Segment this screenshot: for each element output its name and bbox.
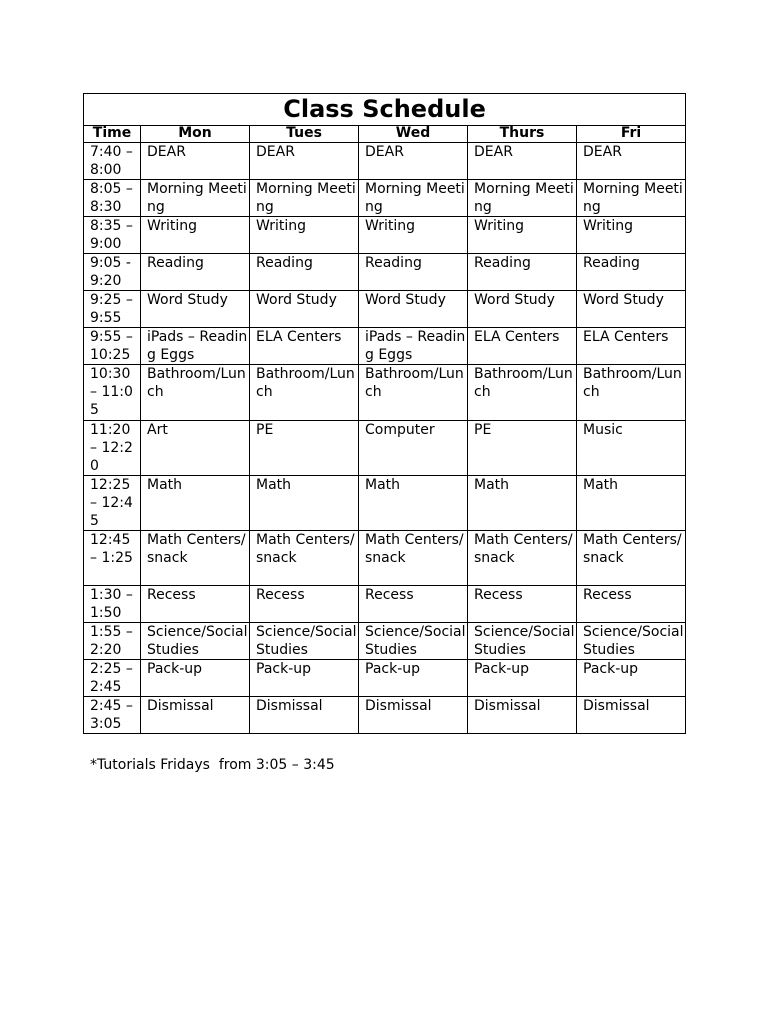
activity-cell-tues: Writing [250, 217, 359, 254]
header-row [84, 126, 686, 143]
schedule-row [84, 623, 686, 660]
activity-cell-mon: Recess [141, 586, 250, 623]
activity-cell-tues: Recess [250, 586, 359, 623]
schedule-row [84, 180, 686, 217]
activity-cell-fri: Bathroom/Lunch [577, 365, 686, 421]
schedule-title: Class Schedule [84, 94, 686, 126]
time-cell: 10:30 – 11:05 [84, 365, 141, 421]
activity-cell-wed: Writing [359, 217, 468, 254]
activity-cell-tues: Dismissal [250, 697, 359, 734]
activity-cell-fri: Writing [577, 217, 686, 254]
activity-cell-fri: Reading [577, 254, 686, 291]
activity-cell-fri: ELA Centers [577, 328, 686, 365]
header-fri: Fri [577, 126, 686, 143]
time-cell: 8:05 – 8:30 [84, 180, 141, 217]
schedule-row [84, 217, 686, 254]
activity-cell-mon: iPads – Reading Eggs [141, 328, 250, 365]
activity-cell-thurs: Morning Meeting [468, 180, 577, 217]
activity-cell-fri: Math Centers/snack [577, 531, 686, 586]
schedule-row [84, 660, 686, 697]
activity-cell-thurs: Science/Social Studies [468, 623, 577, 660]
time-cell: 9:25 – 9:55 [84, 291, 141, 328]
activity-cell-mon: Art [141, 421, 250, 476]
header-time: Time [84, 126, 141, 143]
header-thurs: Thurs [468, 126, 577, 143]
time-cell: 1:30 – 1:50 [84, 586, 141, 623]
activity-cell-mon: Pack-up [141, 660, 250, 697]
activity-cell-tues: Reading [250, 254, 359, 291]
activity-cell-wed: Computer [359, 421, 468, 476]
schedule-row [84, 586, 686, 623]
title-row [84, 94, 686, 126]
time-cell: 8:35 – 9:00 [84, 217, 141, 254]
activity-cell-mon: DEAR [141, 143, 250, 180]
activity-cell-wed: Bathroom/Lunch [359, 365, 468, 421]
activity-cell-mon: Reading [141, 254, 250, 291]
time-cell: 1:55 – 2:20 [84, 623, 141, 660]
activity-cell-fri: DEAR [577, 143, 686, 180]
activity-cell-tues: Pack-up [250, 660, 359, 697]
activity-cell-mon: Bathroom/Lunch [141, 365, 250, 421]
schedule-body [84, 143, 686, 734]
activity-cell-wed: iPads – Reading Eggs [359, 328, 468, 365]
activity-cell-fri: Dismissal [577, 697, 686, 734]
activity-cell-tues: Math Centers/snack [250, 531, 359, 586]
activity-cell-fri: Math [577, 476, 686, 531]
activity-cell-thurs: Bathroom/Lunch [468, 365, 577, 421]
activity-cell-wed: Math [359, 476, 468, 531]
activity-cell-thurs: DEAR [468, 143, 577, 180]
activity-cell-wed: Morning Meeting [359, 180, 468, 217]
time-cell: 12:45 – 1:25 [84, 531, 141, 586]
activity-cell-tues: PE [250, 421, 359, 476]
header-tues: Tues [250, 126, 359, 143]
activity-cell-wed: Word Study [359, 291, 468, 328]
activity-cell-tues: Science/Social Studies [250, 623, 359, 660]
activity-cell-tues: DEAR [250, 143, 359, 180]
activity-cell-tues: Word Study [250, 291, 359, 328]
activity-cell-mon: Math [141, 476, 250, 531]
activity-cell-mon: Word Study [141, 291, 250, 328]
time-cell: 2:25 – 2:45 [84, 660, 141, 697]
activity-cell-mon: Science/Social Studies [141, 623, 250, 660]
activity-cell-tues: ELA Centers [250, 328, 359, 365]
schedule-row [84, 328, 686, 365]
activity-cell-thurs: Dismissal [468, 697, 577, 734]
activity-cell-wed: DEAR [359, 143, 468, 180]
schedule-row [84, 697, 686, 734]
header-wed: Wed [359, 126, 468, 143]
schedule-row [84, 476, 686, 531]
activity-cell-wed: Recess [359, 586, 468, 623]
activity-cell-wed: Reading [359, 254, 468, 291]
activity-cell-fri: Word Study [577, 291, 686, 328]
activity-cell-mon: Math Centers/snack [141, 531, 250, 586]
schedule-row [84, 421, 686, 476]
activity-cell-thurs: Reading [468, 254, 577, 291]
time-cell: 12:25 – 12:45 [84, 476, 141, 531]
activity-cell-mon: Morning Meeting [141, 180, 250, 217]
activity-cell-thurs: Recess [468, 586, 577, 623]
class-schedule-table [83, 93, 686, 734]
schedule-row [84, 365, 686, 421]
time-cell: 9:55 – 10:25 [84, 328, 141, 365]
activity-cell-tues: Morning Meeting [250, 180, 359, 217]
schedule-row [84, 254, 686, 291]
activity-cell-fri: Recess [577, 586, 686, 623]
activity-cell-mon: Writing [141, 217, 250, 254]
tutorials-footnote: *Tutorials Fridays from 3:05 – 3:45 [90, 757, 335, 773]
time-cell: 2:45 – 3:05 [84, 697, 141, 734]
activity-cell-wed: Math Centers/snack [359, 531, 468, 586]
schedule-row [84, 531, 686, 586]
activity-cell-wed: Pack-up [359, 660, 468, 697]
activity-cell-thurs: ELA Centers [468, 328, 577, 365]
activity-cell-thurs: Pack-up [468, 660, 577, 697]
activity-cell-wed: Dismissal [359, 697, 468, 734]
activity-cell-thurs: PE [468, 421, 577, 476]
time-cell: 9:05 - 9:20 [84, 254, 141, 291]
time-cell: 11:20 – 12:20 [84, 421, 141, 476]
header-mon: Mon [141, 126, 250, 143]
activity-cell-fri: Pack-up [577, 660, 686, 697]
activity-cell-thurs: Math Centers/snack [468, 531, 577, 586]
activity-cell-thurs: Word Study [468, 291, 577, 328]
activity-cell-thurs: Math [468, 476, 577, 531]
activity-cell-fri: Science/Social Studies [577, 623, 686, 660]
activity-cell-fri: Morning Meeting [577, 180, 686, 217]
activity-cell-fri: Music [577, 421, 686, 476]
activity-cell-tues: Bathroom/Lunch [250, 365, 359, 421]
activity-cell-tues: Math [250, 476, 359, 531]
schedule-row [84, 143, 686, 180]
activity-cell-wed: Science/Social Studies [359, 623, 468, 660]
activity-cell-thurs: Writing [468, 217, 577, 254]
activity-cell-mon: Dismissal [141, 697, 250, 734]
time-cell: 7:40 – 8:00 [84, 143, 141, 180]
schedule-row [84, 291, 686, 328]
